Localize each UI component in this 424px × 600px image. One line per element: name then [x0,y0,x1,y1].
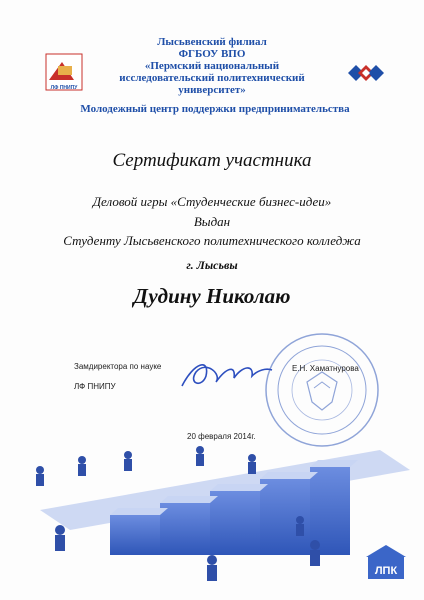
certificate-title: Сертификат участника [112,150,312,171]
header-line-3: «Пермский национальный [144,60,280,72]
institution-header [88,36,336,96]
lpk-logo-text: ЛПК [374,565,398,577]
signer-name: Е.Н. Хаматнурова [292,364,359,373]
lf-pnipu-logo [44,52,84,92]
certificate-date: 20 февраля 2014г. [187,432,256,441]
event-line: Деловой игры «Студенческие бизнес-идеи» [92,194,332,209]
lpk-logo [364,543,408,581]
signer-position-2: ЛФ ПНИПУ [74,382,116,391]
header-line-2: ФГБОУ ВПО [178,48,246,60]
issued-line: Выдан [193,214,231,229]
header-line-4: исследовательский политехнический [119,72,305,84]
recipient-description: Студенту Лысьвенского политехнического колледжа [63,233,361,248]
city-line: г. Лысьвы [186,258,238,272]
signer-position-1: Замдиректора по науке [74,362,162,371]
handwritten-signature [176,354,276,394]
official-stamp [262,330,382,450]
diamond-logo-icon [338,62,394,84]
staircase-illustration [0,440,424,600]
lf-logo-text: ЛФ ПНИПУ [50,85,78,91]
header-line-1: Лысьвенский филиал [157,36,267,48]
header-line-5: университет» [178,84,246,96]
recipient-name: Дудину Николаю [133,284,291,308]
center-name: Молодежный центр поддержки предпринимательства [80,103,350,115]
